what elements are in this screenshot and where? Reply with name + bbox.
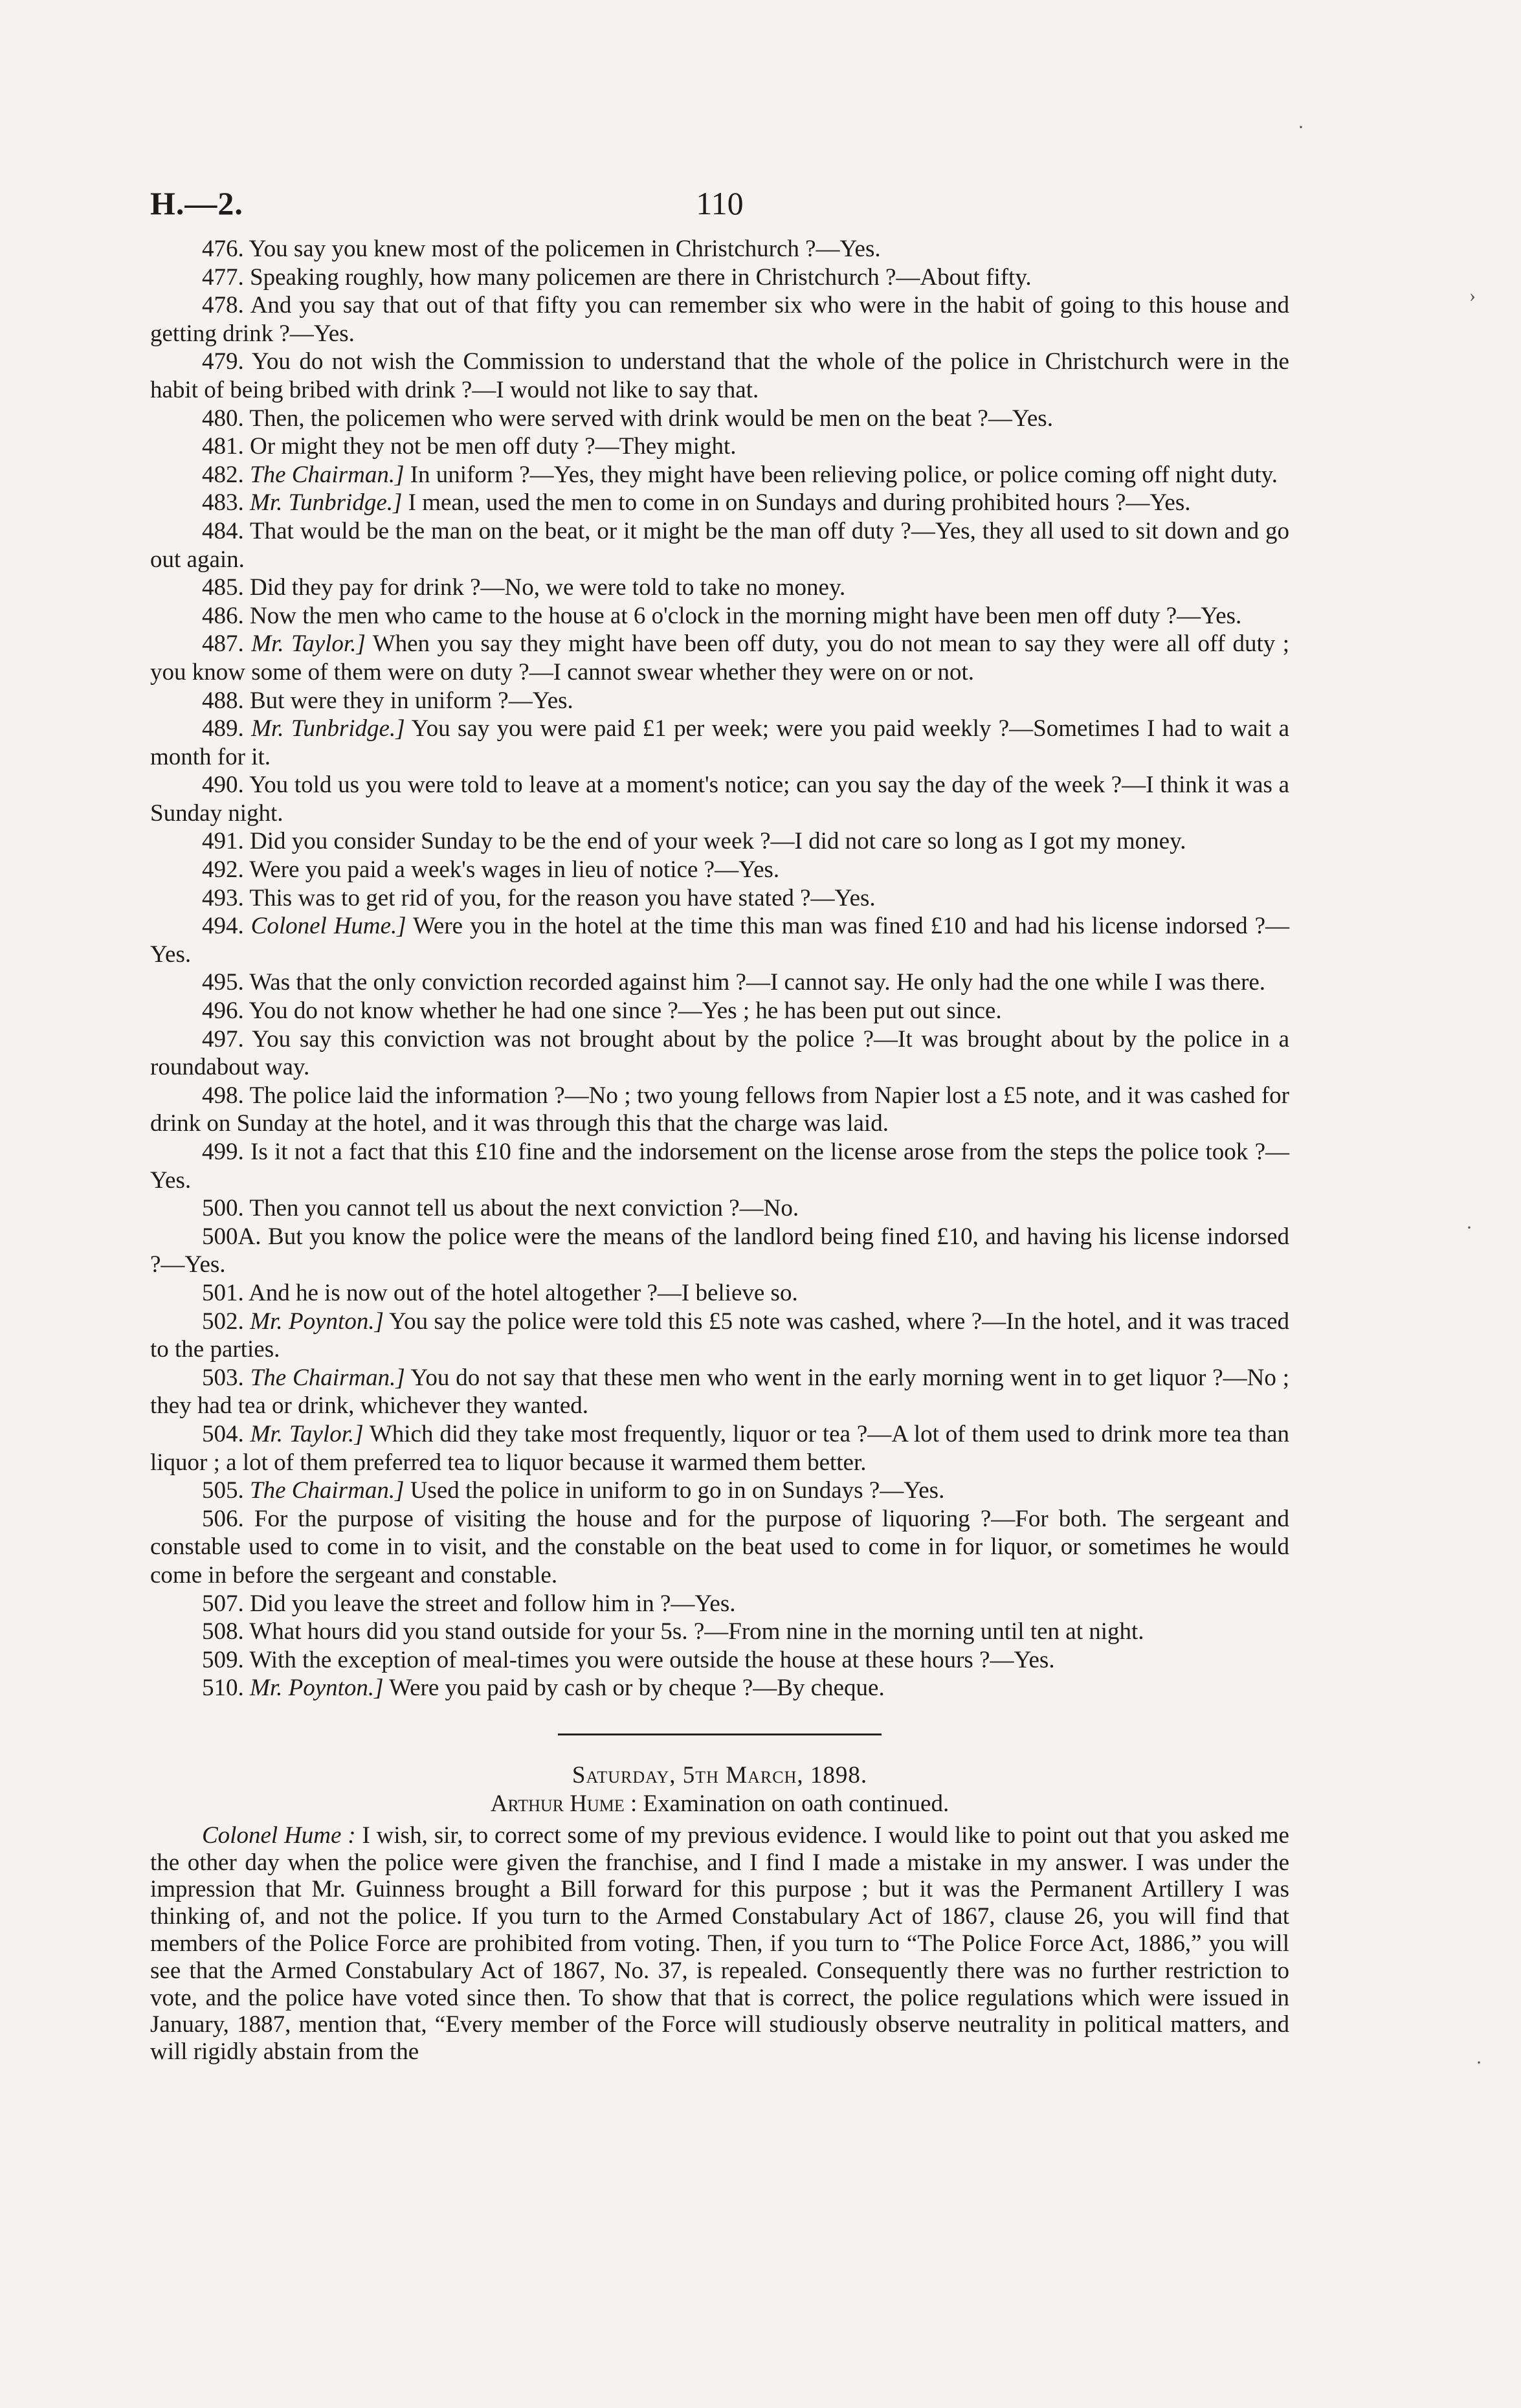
entry-text: I mean, used the men to come in on Sundays and during prohibited hours ?—Yes. bbox=[408, 489, 1191, 517]
page-header bbox=[150, 184, 1289, 230]
entry-number: 476. bbox=[202, 236, 244, 262]
entry-text: This was to get rid of you, for the reason you have stated ?—Yes. bbox=[249, 884, 876, 911]
entry-text: Then, the policemen who were served with drink would be men on the beat ?—Yes. bbox=[249, 405, 1053, 432]
qa-entry bbox=[150, 1025, 1289, 1082]
entry-number: 490. bbox=[202, 772, 244, 799]
entry-text: Did they pay for drink ?—No, we were told to take no money. bbox=[250, 574, 846, 601]
qa-entry bbox=[150, 1420, 1289, 1477]
page-number: 110 bbox=[696, 185, 744, 221]
entry-speaker: Mr. Poynton.] bbox=[250, 1675, 384, 1702]
entry-speaker: Mr. Taylor.] bbox=[250, 1420, 364, 1447]
entry-number: 495. bbox=[202, 969, 244, 996]
entry-number: 504. bbox=[202, 1420, 244, 1447]
qa-entry bbox=[150, 1364, 1289, 1420]
entry-text: You say this conviction was not brought about by the police ?—It was brought about by the police in a roundabout way. bbox=[150, 1025, 1289, 1081]
entry-number: 483. bbox=[202, 489, 244, 517]
entry-text: You say the police were told this £5 note was cashed, where ?—In the hotel, and it was traced to the parties. bbox=[150, 1308, 1289, 1363]
entry-text: Which did they take most frequently, liquor or tea ?—A lot of them used to drink more tea than liquor ; a lot of them preferred tea to liquor because it warmed them better. bbox=[150, 1420, 1289, 1476]
entry-speaker: The Chairman.] bbox=[250, 461, 405, 488]
entry-text: What hours did you stand outside for your 5s. ?—From nine in the morning until ten at night. bbox=[249, 1618, 1144, 1645]
document-reference: H.—2. bbox=[150, 185, 243, 221]
question-answer-list bbox=[150, 235, 1289, 1702]
entry-number: 479. bbox=[202, 348, 244, 375]
entry-text: With the exception of meal-times you were outside the house at these hours ?—Yes. bbox=[249, 1646, 1055, 1673]
qa-entry bbox=[150, 602, 1289, 630]
entry-speaker: Mr. Taylor.] bbox=[251, 630, 366, 658]
margin-mark: · bbox=[1466, 1217, 1472, 1238]
entry-number: 503. bbox=[202, 1364, 244, 1391]
qa-entry bbox=[150, 1674, 1289, 1702]
entry-text: Used the police in uniform to go in on Sundays ?—Yes. bbox=[410, 1477, 945, 1504]
entry-number: 485. bbox=[202, 574, 244, 601]
entry-number: 477. bbox=[202, 263, 244, 291]
entry-number: 487. bbox=[202, 630, 244, 658]
entry-text: Did you consider Sunday to be the end of your week ?—I did not care so long as I got my money. bbox=[250, 828, 1186, 855]
entry-text: For the purpose of visiting the house and for the purpose of liquoring ?—For both. The sergeant and constable used to come in to visit, and the constable on the beat used to come in for liquor, or sometimes he would come in before the sergeant and constable. bbox=[150, 1505, 1290, 1589]
entry-text: Was that the only conviction recorded against him ?—I cannot say. He only had the one while I was there. bbox=[249, 969, 1266, 996]
entry-text: Or might they not be men off duty ?—They might. bbox=[250, 433, 737, 460]
entry-text: That would be the man on the beat, or it might be the man off duty ?—Yes, they all used to sit down and go out again. bbox=[150, 517, 1289, 573]
entry-text: You do not wish the Commission to understand that the whole of the police in Christchurch were in the habit of being bribed with drink ?—I would not like to say that. bbox=[150, 348, 1289, 403]
entry-text: In uniform ?—Yes, they might have been relieving police, or police coming off night duty. bbox=[410, 461, 1278, 488]
qa-entry bbox=[150, 1505, 1289, 1590]
qa-entry bbox=[150, 489, 1289, 517]
entry-number: 486. bbox=[202, 602, 244, 629]
margin-mark: › bbox=[1469, 285, 1476, 306]
entry-number: 500. bbox=[202, 1195, 244, 1222]
qa-entry bbox=[150, 1082, 1289, 1138]
qa-entry bbox=[150, 1138, 1289, 1194]
entry-text: You do not say that these men who went in the early morning went in to get liquor ?—No ; they had tea or drink, whichever they wanted. bbox=[150, 1364, 1290, 1420]
margin-mark: · bbox=[1298, 117, 1304, 138]
entry-number: 500A. bbox=[202, 1223, 261, 1250]
entry-number: 502. bbox=[202, 1308, 244, 1335]
qa-entry bbox=[150, 1646, 1289, 1675]
entry-number: 491. bbox=[202, 828, 244, 855]
qa-entry bbox=[150, 856, 1289, 884]
entry-text: The police laid the information ?—No ; two young fellows from Napier lost a £5 note, and it was cashed for drink on Sunday at the hotel, and it was through this that the charge was laid. bbox=[150, 1082, 1289, 1137]
entry-number: 501. bbox=[202, 1279, 244, 1306]
entry-text: Speaking roughly, how many policemen are there in Christchurch ?—About fifty. bbox=[250, 263, 1032, 291]
entry-speaker: Colonel Hume.] bbox=[250, 913, 406, 940]
entry-number: 482. bbox=[202, 461, 244, 488]
qa-entry bbox=[150, 997, 1289, 1025]
entry-text: You do not know whether he had one since ?—Yes ; he has been put out since. bbox=[249, 998, 1002, 1025]
qa-entry bbox=[150, 1279, 1289, 1308]
witness-statement bbox=[150, 1822, 1289, 2066]
entry-speaker: The Chairman.] bbox=[250, 1364, 405, 1391]
entry-number: 488. bbox=[202, 687, 244, 714]
entry-text: When you say they might have been off duty, you do not mean to say they were all off duty ; you know some of them were on duty ?—I cannot swear whether they were on or not. bbox=[150, 630, 1290, 686]
entry-number: 478. bbox=[202, 292, 244, 319]
qa-entry bbox=[150, 291, 1289, 348]
entry-number: 499. bbox=[202, 1139, 244, 1165]
entry-speaker: Mr. Tunbridge.] bbox=[251, 715, 405, 742]
qa-entry bbox=[150, 968, 1289, 997]
qa-entry bbox=[150, 687, 1289, 715]
entry-number: 496. bbox=[202, 998, 244, 1025]
entry-text: Is it not a fact that this £10 fine and the indorsement on the license arose from the steps the police took ?—Yes. bbox=[150, 1139, 1289, 1194]
qa-entry bbox=[150, 348, 1289, 404]
witness-name: Arthur Hume bbox=[490, 1790, 625, 1817]
qa-entry bbox=[150, 1308, 1289, 1364]
entry-number: 494. bbox=[202, 913, 244, 940]
qa-entry bbox=[150, 574, 1289, 602]
entry-number: 509. bbox=[202, 1646, 244, 1673]
entry-number: 489. bbox=[202, 715, 244, 742]
entry-number: 484. bbox=[202, 517, 244, 544]
entry-number: 481. bbox=[202, 433, 244, 460]
entry-text: You told us you were told to leave at a moment's notice; can you say the day of the week ?—I think it was a Sunday night. bbox=[150, 772, 1289, 827]
entry-number: 505. bbox=[202, 1477, 244, 1504]
entry-speaker: The Chairman.] bbox=[250, 1477, 405, 1504]
statement-text: I wish, sir, to correct some of my previous evidence. I would like to point out that you asked me the other day when the police were given the franchise, and I find I made a mistake in my answer. I was under the impression that Mr. Guinness brought a Bill forward for this purpose ; but it was the Permanent Artillery I was thinking of, and not the police. If you turn to the Armed Constabulary Act of 1867, clause 26, you will find that members of the Police Force are prohibited from voting. Then, if you turn to “The Police Force Act, 1886,” you will see that the Armed Constabulary Act of 1867, No. 37, is repealed. Consequently there was no further restriction to vote, and the police have voted since then. To show that that is correct, the police regulations which were issued in January, 1887, mention that, “Every member of the Force will studiously observe neutrality in political matters, and will rigidly abstain from the bbox=[150, 1822, 1289, 2066]
qa-entry bbox=[150, 432, 1289, 461]
qa-entry bbox=[150, 405, 1289, 433]
qa-entry bbox=[150, 1194, 1289, 1223]
qa-entry bbox=[150, 235, 1289, 263]
entry-number: 510. bbox=[202, 1675, 244, 1702]
entry-text: Did you leave the street and follow him in ?—Yes. bbox=[250, 1590, 736, 1617]
qa-entry bbox=[150, 461, 1289, 489]
entry-text: You say you were paid £1 per week; were you paid weekly ?—Sometimes I had to wait a month for it. bbox=[150, 715, 1290, 770]
qa-entry bbox=[150, 1590, 1289, 1618]
section-date: Saturday, 5th March, 1898. bbox=[572, 1761, 868, 1789]
witness-heading-suffix: : Examination on oath continued. bbox=[630, 1790, 949, 1817]
qa-entry bbox=[150, 827, 1289, 856]
entry-text: Were you in the hotel at the time this man was fined £10 and had his license indorsed ?—Yes. bbox=[150, 913, 1289, 968]
statement-speaker: Colonel Hume : bbox=[202, 1822, 356, 1849]
entry-text: And he is now out of the hotel altogether ?—I believe so. bbox=[248, 1279, 798, 1306]
section-divider bbox=[558, 1734, 882, 1735]
entry-number: 508. bbox=[202, 1618, 244, 1645]
entry-text: Were you paid by cash or by cheque ?—By cheque. bbox=[389, 1675, 885, 1702]
qa-entry bbox=[150, 884, 1289, 913]
entry-number: 480. bbox=[202, 405, 244, 432]
entry-number: 498. bbox=[202, 1082, 244, 1109]
qa-entry bbox=[150, 1618, 1289, 1646]
qa-entry bbox=[150, 263, 1289, 292]
entry-text: Now the men who came to the house at 6 o'clock in the morning might have been men off duty ?—Yes. bbox=[250, 602, 1242, 629]
entry-number: 493. bbox=[202, 884, 244, 911]
entry-text: You say you knew most of the policemen in Christchurch ?—Yes. bbox=[249, 236, 881, 262]
entry-number: 497. bbox=[202, 1025, 244, 1053]
entry-text: But were they in uniform ?—Yes. bbox=[250, 687, 573, 714]
entry-speaker: Mr. Poynton.] bbox=[250, 1308, 384, 1335]
entry-speaker: Mr. Tunbridge.] bbox=[250, 489, 403, 517]
qa-entry bbox=[150, 1477, 1289, 1505]
qa-entry bbox=[150, 517, 1289, 574]
entry-text: And you say that out of that fifty you can remember six who were in the habit of going to this house and getting drink ?—Yes. bbox=[150, 292, 1289, 347]
entry-text: Then you cannot tell us about the next conviction ?—No. bbox=[249, 1195, 799, 1222]
entry-number: 507. bbox=[202, 1590, 244, 1617]
qa-entry bbox=[150, 771, 1289, 827]
document-page bbox=[150, 184, 1289, 2066]
qa-entry bbox=[150, 715, 1289, 771]
entry-text: Were you paid a week's wages in lieu of notice ?—Yes. bbox=[249, 856, 780, 884]
entry-text: But you know the police were the means of the landlord being fined £10, and having his license indorsed ?—Yes. bbox=[150, 1223, 1289, 1278]
qa-entry bbox=[150, 630, 1289, 686]
witness-heading bbox=[150, 1790, 1289, 1818]
margin-mark: · bbox=[1476, 2052, 1482, 2073]
entry-number: 506. bbox=[202, 1505, 244, 1532]
entry-number: 492. bbox=[202, 856, 244, 884]
qa-entry bbox=[150, 1223, 1289, 1279]
qa-entry bbox=[150, 912, 1289, 968]
